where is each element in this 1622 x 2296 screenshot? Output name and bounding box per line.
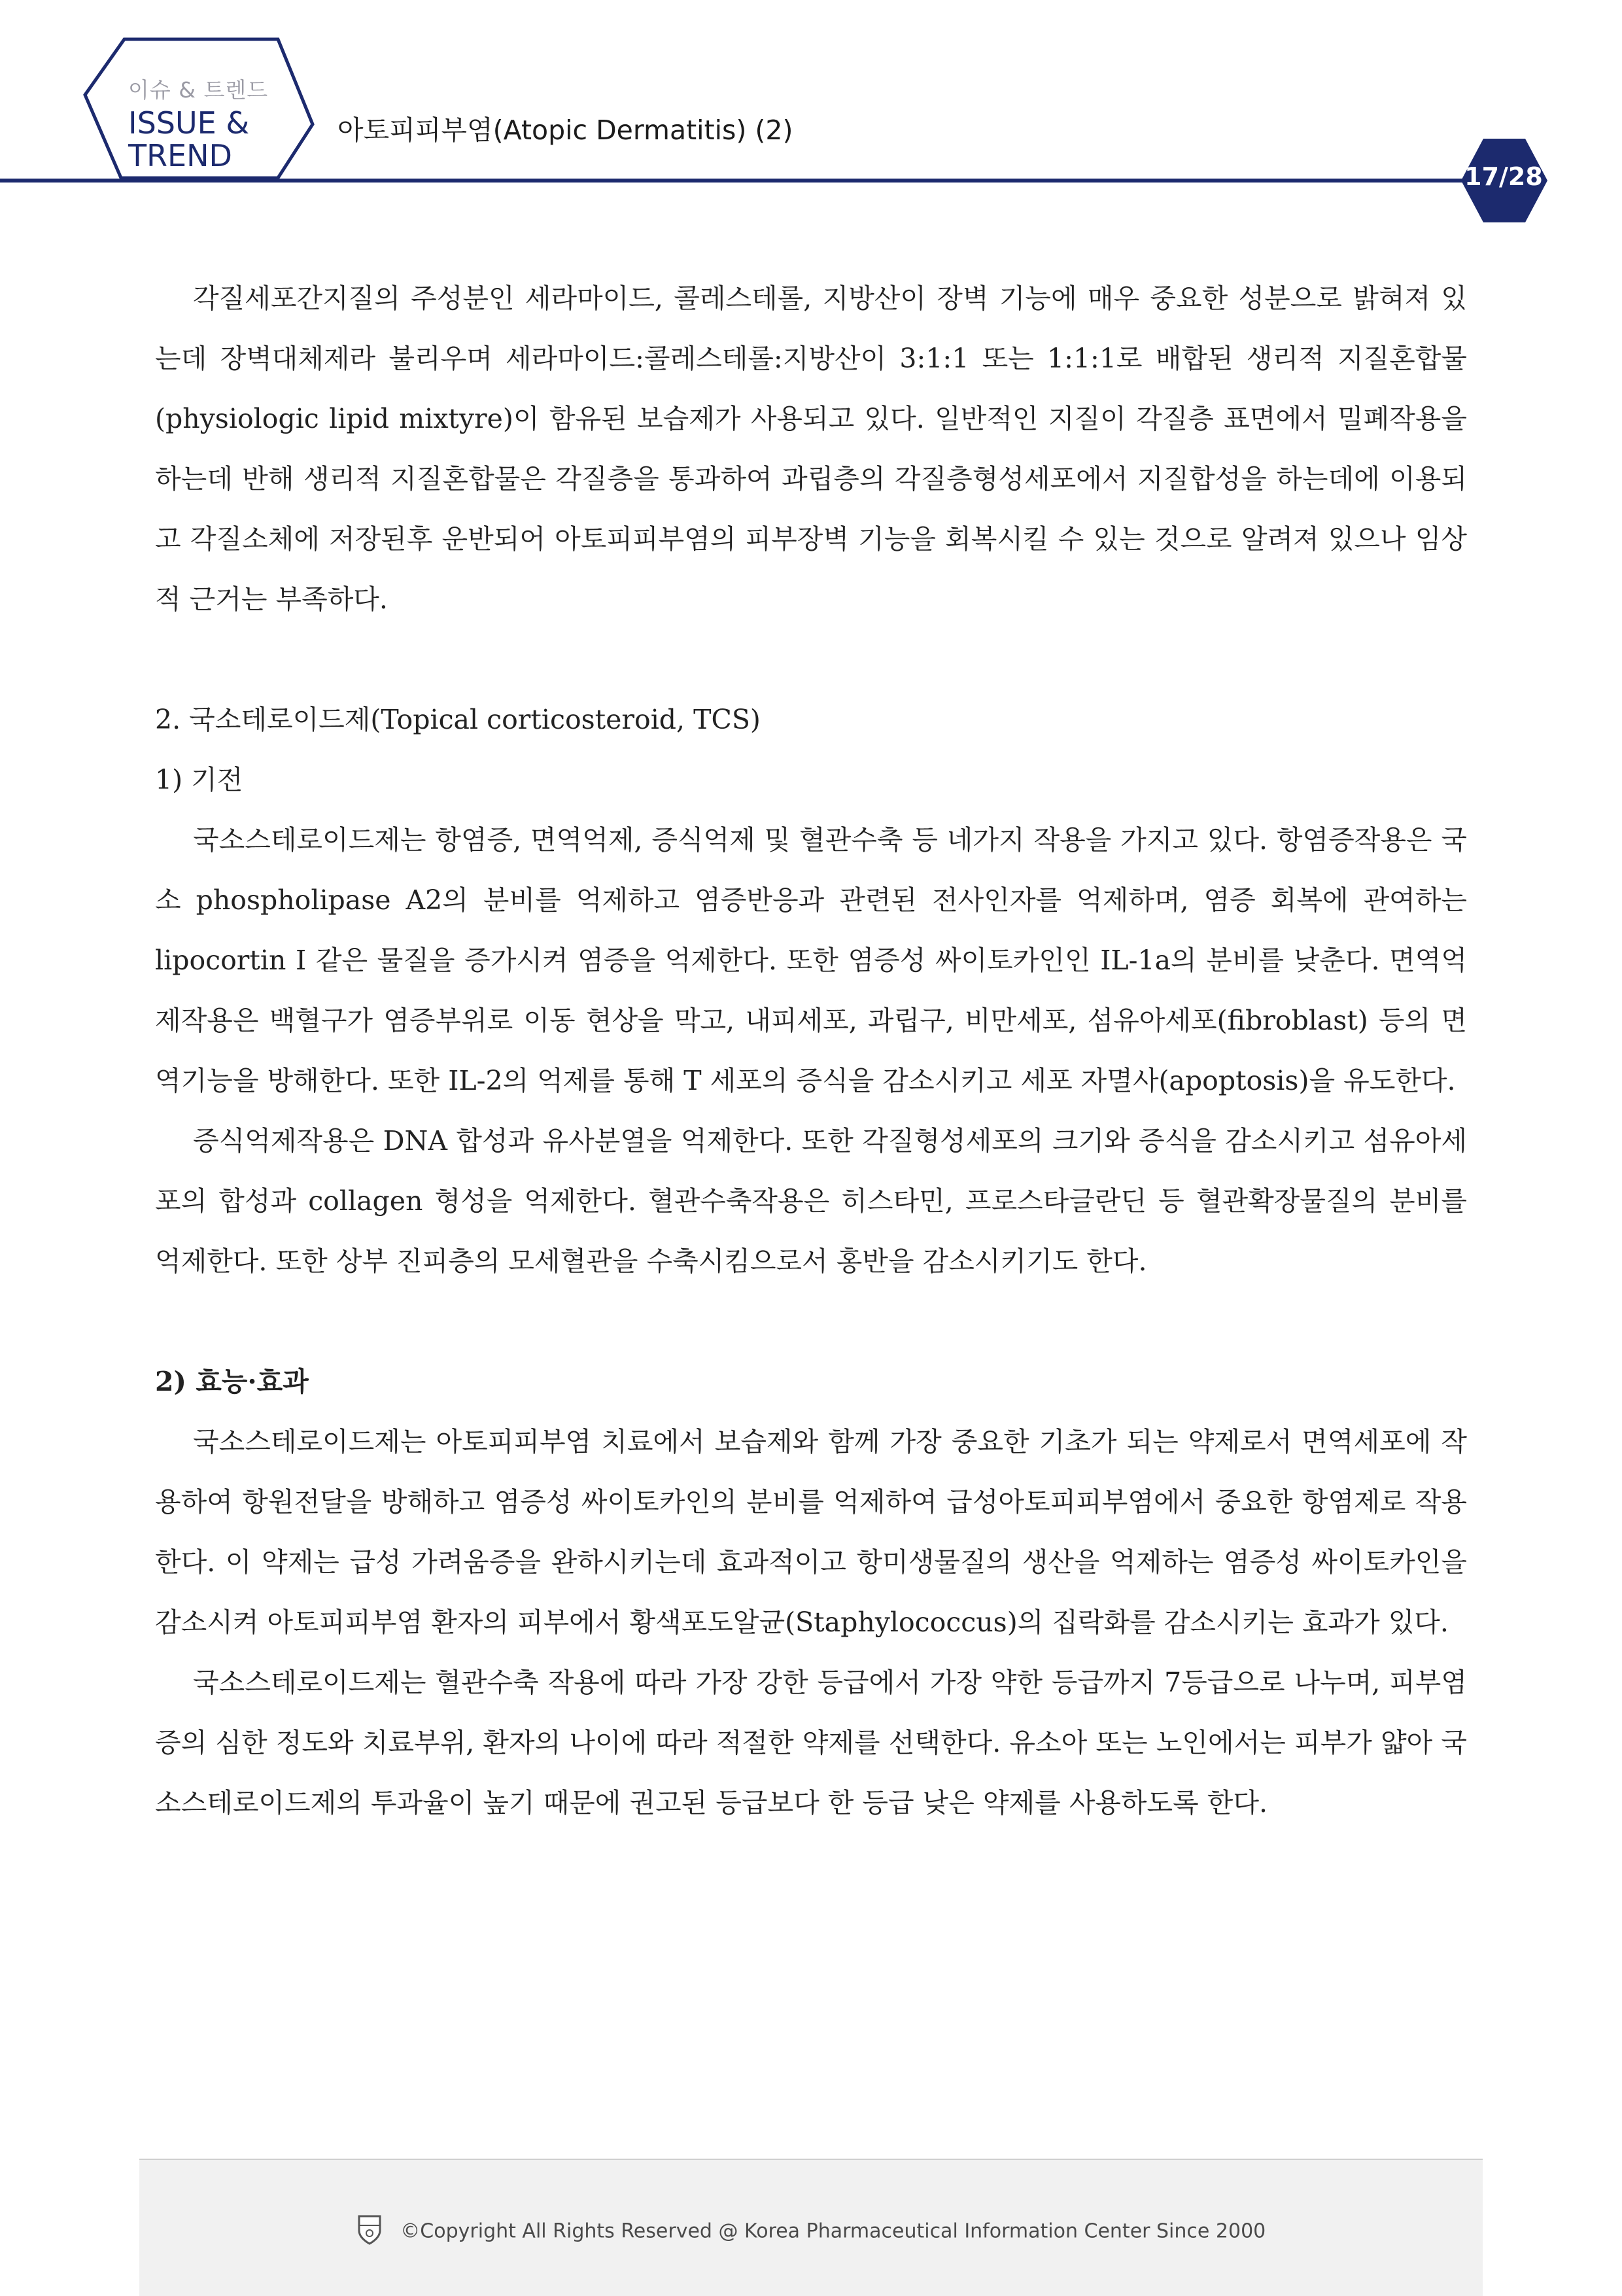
footer-line [139, 2214, 1483, 2250]
document-body [155, 268, 1467, 1833]
copyright-text: ©Copyright All Rights Reserved @ Korea Pharmaceutical Information Center Since 2000 [400, 2219, 1266, 2243]
intro-paragraph: 각질세포간지질의 주성분인 세라마이드, 콜레스테롤, 지방산이 장벽 기능에 매우 중요한 성분으로 밝혀져 있는데 장벽대체제라 불리우며 세라마이드:콜레스테롤:지방산이 3:1:1 또는 1:1:1로 배합된 생리적 지질혼합물(physiologic lipid mixtyre)이 함유된 보습제가 사용되고 있다. 일반적인 지질이 각질층 표면에서 밀폐작용을 하는데 반해 생리적 지질혼합물은 각질층을 통과하여 과립층의 각질층형성세포에서 지질합성을 하는데에 이용되고 각질소체에 저장된후 운반되어 아토피피부염의 피부장벽 기능을 회복시킬 수 있는 것으로 알려져 있으나 임상적 근거는 부족하다. [155, 283, 1467, 615]
badge-trend-label: TREND [128, 138, 232, 173]
page-footer [139, 2159, 1483, 2296]
efficacy-paragraph-2: 국소스테로이드제는 혈관수축 작용에 따라 가장 강한 등급에서 가장 약한 등급까지 7등급으로 나누며, 피부염증의 심한 정도와 치료부위, 환자의 나이에 따라 적절한 약제를 선택한다. 유소아 또는 노인에서는 피부가 얇아 국소스테로이드제의 투과율이 높기 때문에 권고된 등급보다 한 등급 낮은 약제를 사용하도록 한다. [155, 1667, 1467, 1818]
mechanism-paragraph-2: 증식억제작용은 DNA 합성과 유사분열을 억제한다. 또한 각질형성세포의 크기와 증식을 감소시키고 섬유아세포의 합성과 collagen 형성을 억제한다. 혈관수축작용은 히스타민, 프로스타글란딘 등 혈관확장물질의 분비를 억제한다. 또한 상부 진피층의 모세혈관을 수축시킴으로서 홍반을 감소시키기도 한다. [155, 1125, 1467, 1277]
shield-logo-icon [356, 2214, 383, 2250]
mechanism-paragraph-1: 국소스테로이드제는 항염증, 면역억제, 증식억제 및 혈관수축 등 네가지 작용을 가지고 있다. 항염증작용은 국소 phospholipase A2의 분비를 억제하고 염증반응과 관련된 전사인자를 억제하며, 염증 회복에 관여하는 lipocortin I 같은 물질을 증가시켜 염증을 억제한다. 또한 염증성 싸이토카인인 IL-1a의 분비를 낮춘다. 면역억제작용은 백혈구가 염증부위로 이동 현상을 막고, 내피세포, 과립구, 비만세포, 섬유아세포(fibroblast) 등의 면역기능을 방해한다. 또한 IL-2의 억제를 통해 T 세포의 증식을 감소시키고 세포 자멸사(apoptosis)을 유도한다. [155, 824, 1467, 1096]
spacer [155, 629, 1467, 689]
page-number: 17/28 [1464, 162, 1543, 191]
subsection-mechanism-title: 1) 기전 [155, 764, 243, 795]
badge-issue-label: ISSUE & [128, 105, 250, 141]
document-title: 아토피피부염(Atopic Dermatitis) (2) [337, 114, 793, 146]
spacer [155, 1291, 1467, 1351]
page-header [0, 0, 1622, 229]
efficacy-paragraph-1: 국소스테로이드제는 아토피피부염 치료에서 보습제와 함께 가장 중요한 기초가 되는 약제로서 면역세포에 작용하여 항원전달을 방해하고 염증성 싸이토카인의 분비를 억제하여 급성아토피피부염에서 중요한 항염제로 작용한다. 이 약제는 급성 가려움증을 완하시키는데 효과적이고 항미생물질의 생산을 억제하는 염증성 싸이토카인을 감소시켜 아토피피부염 환자의 피부에서 황색포도알균(Staphylococcus)의 집락화를 감소시키는 효과가 있다. [155, 1426, 1467, 1638]
section-2-title: 2. 국소테로이드제(Topical corticosteroid, TCS) [155, 704, 761, 735]
subsection-efficacy-title: 2) 효능·효과 [155, 1366, 309, 1397]
badge-korean-label: 이슈 & 트렌드 [128, 77, 269, 103]
